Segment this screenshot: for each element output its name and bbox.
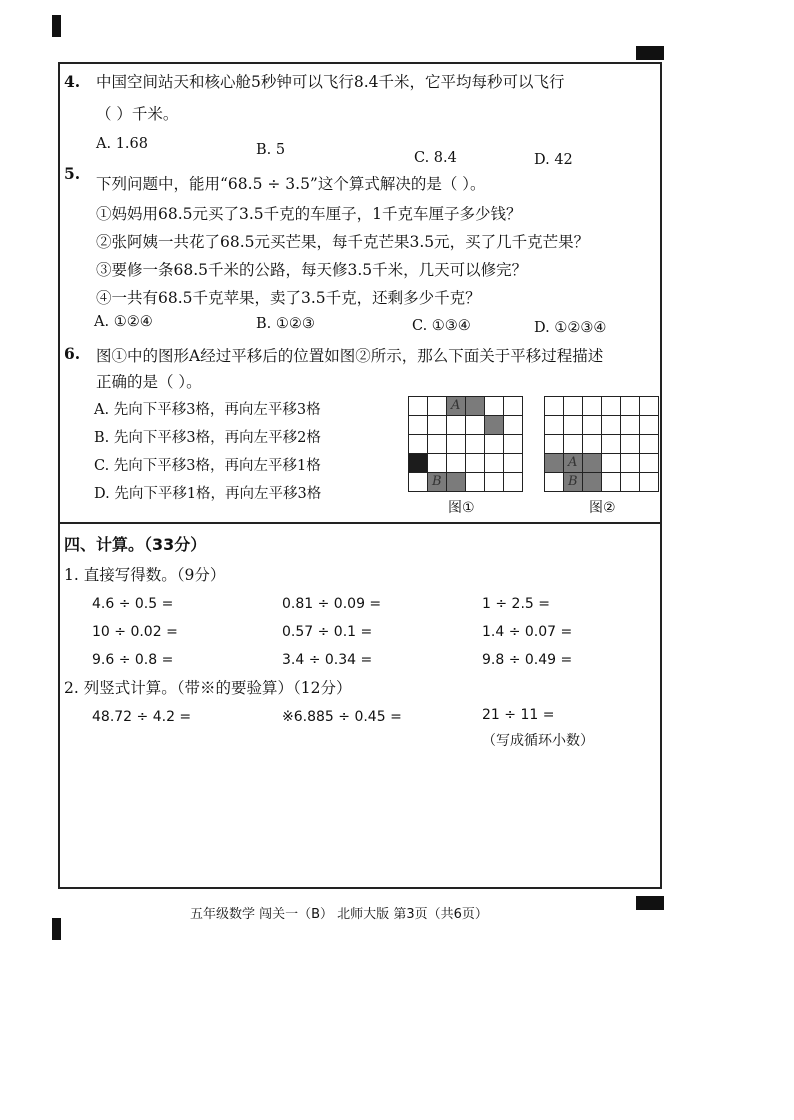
q5-item-3: ③要修一条68.5千米的公路，每天修3.5千米，几天可以修完？: [96, 261, 528, 279]
q4-option-a[interactable]: A. 1.68: [96, 136, 148, 152]
figure-2-grid: [544, 396, 659, 492]
q5-item-2: ②张阿姨一共花了68.5元买芒果，每千克芒果3.5元，买了几千克芒果？: [96, 233, 590, 251]
q5-option-c[interactable]: C. ①③④: [412, 318, 471, 334]
registration-mark-top-left: [52, 15, 61, 37]
part-2-title: 2. 列竖式计算。（带※的要验算）（12分）: [64, 679, 352, 697]
figure-1-grid: [408, 396, 523, 492]
calc-1-1[interactable]: 4.6 ÷ 0.5 =: [92, 596, 174, 612]
figure-1-caption: 图①: [448, 500, 475, 516]
q6-stem-line1: 图①中的图形A经过平移后的位置如图②所示，那么下面关于平移过程描述: [96, 347, 604, 365]
q6-option-c[interactable]: C. 先向下平移3格，再向左平移1格: [94, 458, 321, 474]
figure-2-label-a: A: [568, 455, 578, 470]
vertical-calc-1[interactable]: 48.72 ÷ 4.2 =: [92, 709, 192, 725]
calc-3-1[interactable]: 9.6 ÷ 0.8 =: [92, 652, 174, 668]
page-footer: 五年级数学 闯关一（B） 北师大版 第3页（共6页）: [190, 907, 488, 922]
vertical-calc-2[interactable]: ※6.885 ÷ 0.45 =: [282, 709, 402, 725]
vertical-calc-3[interactable]: 21 ÷ 11 =: [482, 707, 555, 723]
figure-2-caption: 图②: [589, 500, 616, 516]
q6-option-a[interactable]: A. 先向下平移3格，再向左平移3格: [94, 402, 321, 418]
q4-stem-line1: 中国空间站天和核心舱5秒钟可以飞行8.4千米，它平均每秒可以飞行: [96, 73, 565, 91]
q4-stem-line2: （ ）千米。: [96, 105, 179, 123]
figure-2-label-b: B: [568, 474, 578, 489]
q5-item-4: ④一共有68.5千克苹果，卖了3.5千克，还剩多少千克？: [96, 289, 481, 307]
vertical-calc-3-note: （写成循环小数）: [482, 733, 594, 749]
section-4-title: 四、计算。（33分）: [64, 535, 207, 554]
calc-2-3[interactable]: 1.4 ÷ 0.07 =: [482, 624, 573, 640]
q6-option-d[interactable]: D. 先向下平移1格，再向左平移3格: [94, 486, 322, 502]
q5-option-a[interactable]: A. ①②④: [94, 314, 153, 330]
q6-stem-line2: 正确的是（ ）。: [96, 373, 202, 391]
q4-number: 4.: [64, 72, 81, 91]
calc-1-3[interactable]: 1 ÷ 2.5 =: [482, 596, 550, 612]
q5-option-b[interactable]: B. ①②③: [256, 316, 315, 332]
calc-2-2[interactable]: 0.57 ÷ 0.1 =: [282, 624, 373, 640]
q4-option-c[interactable]: C. 8.4: [414, 150, 457, 166]
figure-1-label-b: B: [432, 474, 442, 489]
calc-3-2[interactable]: 3.4 ÷ 0.34 =: [282, 652, 373, 668]
section-divider: [58, 522, 662, 524]
q5-option-d[interactable]: D. ①②③④: [534, 320, 607, 336]
q6-option-b[interactable]: B. 先向下平移3格，再向左平移2格: [94, 430, 321, 446]
q5-item-1: ①妈妈用68.5元买了3.5千克的车厘子，1千克车厘子多少钱？: [96, 205, 522, 223]
registration-mark-bottom-right: [636, 896, 664, 910]
part-1-title: 1. 直接写得数。（9分）: [64, 566, 226, 584]
figure-1-label-a: A: [451, 398, 461, 413]
registration-mark-top-right: [636, 46, 664, 60]
q6-number: 6.: [64, 344, 81, 363]
calc-3-3[interactable]: 9.8 ÷ 0.49 =: [482, 652, 573, 668]
registration-mark-bottom-left: [52, 918, 61, 940]
q5-stem: 下列问题中，能用“68.5 ÷ 3.5”这个算式解决的是（ ）。: [96, 175, 486, 193]
q5-number: 5.: [64, 164, 81, 183]
q4-option-d[interactable]: D. 42: [534, 152, 573, 168]
q4-option-b[interactable]: B. 5: [256, 142, 286, 158]
calc-2-1[interactable]: 10 ÷ 0.02 =: [92, 624, 178, 640]
calc-1-2[interactable]: 0.81 ÷ 0.09 =: [282, 596, 382, 612]
